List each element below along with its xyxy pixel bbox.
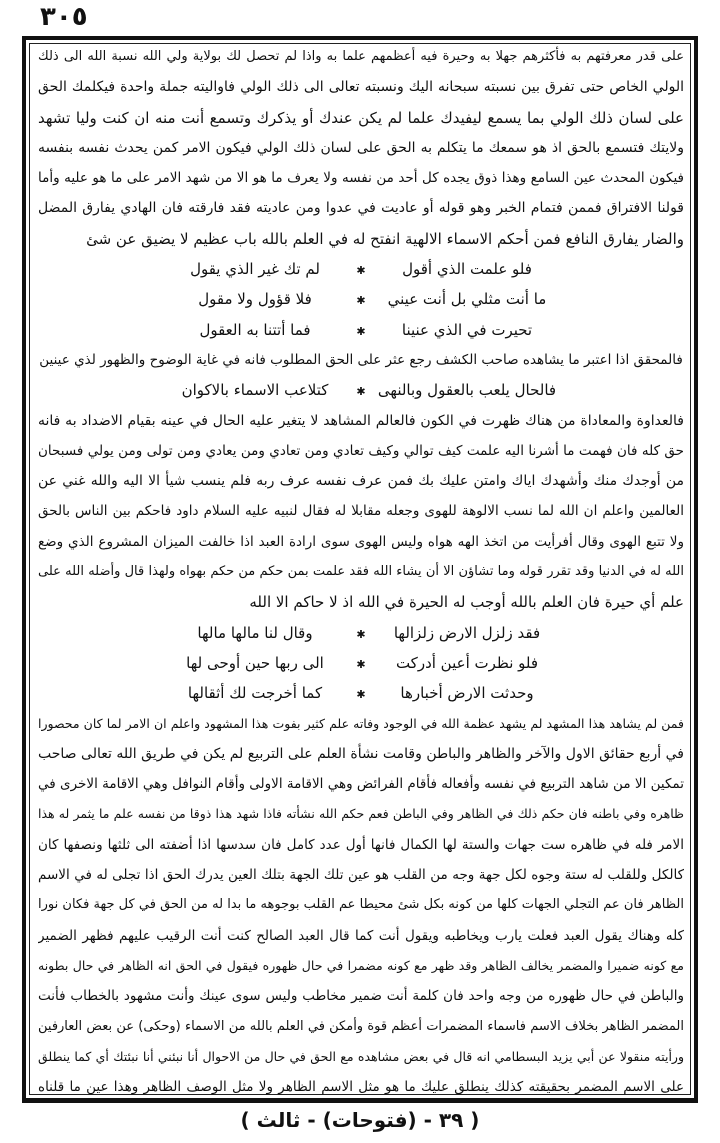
text-line: العالمين واعلم ان الله لما نسب الالوهة للهوى وجعله مقابلا له فقال لنبيه عليه السلام داود فاحكم بين الناس بالحق: [38, 503, 684, 520]
text-line: علم أي حيرة فان العلم بالله أوجب له الحيرة في الله اذ لا حاكم الا الله: [249, 593, 684, 612]
verse-line: [38, 254, 684, 284]
verse-first-hemistich: ما أنت مثلي بل أنت عيني: [387, 290, 547, 309]
text-line: من أوجدك منك وأشهدك اياك وامتن عليك بك فمن عرف نفسه عرف ربه فلم ينسب شيأ الا اليه والله غني عن: [38, 473, 684, 490]
text-line: ظاهره وفي باطنه فان حكم ذلك في الظاهر وفي الباطن فعم حكم الله نشأته فاذا شهد هذا ذوقا من نفسه علم ما يثمر له هذا: [38, 806, 684, 822]
text-line: تمكين الا من شاهد التربيع في نفسه وأفعاله فأقام الفرائض وهي الاقامة الاولى وأقام النوافل وهي الاقامة الاخرى في: [38, 776, 684, 793]
text-line: حق كله فان فهمت ما أشرنا اليه علمت كيف توالي وكيف تعادي ومن تعادي ومن يعادي ومن تولى ومن يولي فسبحان: [38, 442, 684, 459]
verse-line: [38, 315, 684, 345]
text-line: ولا تتبع الهوى وقال أفرأيت من اتخذ الهه هواه وليس الهوى سوى ارادة العبد اذا خالفت الميزان المشروع الذي وضع: [38, 533, 684, 550]
verse-second-hemistich: فلا قؤول ولا مقول: [198, 290, 312, 309]
verse-line: [38, 618, 684, 648]
text-line: على لسان ذلك الولي بما يسمع ليفيدك علما لم يكن عندك أو يذكرك وتسمع أنت منه ان كنت وليا تشهد: [38, 108, 684, 127]
text-line: في أربع حقائق الاول والآخر والظاهر والباطن وقامت نشأة العلم على التربيع لم يكن في طريق الله تعالى صاحب: [38, 745, 684, 762]
star-separator-icon: ✱: [356, 264, 366, 278]
verse-first-hemistich: فلو علمت الذي أقول: [402, 260, 532, 279]
verse-first-hemistich: فالحال يلعب بالعقول وبالنهى: [377, 381, 557, 400]
text-line: كله وهناك يقول العبد فعلت يارب ويخاطبه ويقول أنت كما قال العبد الصالح كنت أنت الرقيب عليهم فظهر الضمير: [38, 927, 684, 944]
text-line: على الاسم المضمر بحقيقته كذلك ينطلق عليك ما هو مثل الاسم الظاهر ولا مثل الوصف الظاهر وهذا عين ما قلناه: [38, 1079, 684, 1096]
text-line: الولي الخاص حتى تفرق بين نسبته سبحانه اليك ونسبته تعالى الى ذلك الولي فاواليته جملة واحدة فيكلمك الحق: [38, 79, 684, 96]
star-separator-icon: ✱: [356, 657, 366, 671]
verse-first-hemistich: وحدثت الارض أخبارها: [400, 684, 534, 703]
text-line: مع كونه ضميرا والمضمر يخالف الظاهر وقد ظهر مع كونه مضمرا في حال ظهوره فيقول في الحق انه الظاهر في حال بطونه: [38, 957, 684, 973]
star-separator-icon: ✱: [356, 324, 366, 338]
text-line: فالعداوة والمعاداة من هناك ظهرت في الكون فالعالم المشاهد لا يتغير عليه الحال في عينه بقيام الاضداد به فانه: [38, 412, 684, 429]
verse-line: [38, 284, 684, 314]
text-line: ورأيته منقولا عن أبي يزيد البسطامي انه قال في بعض مشاهده مع الحق في حال من الاحوال أنا نبئني أنا نبئتك أي كما ينطلق: [38, 1048, 684, 1064]
text-line: فيكون المحدث عين السامع وهذا ذوق يجده كل أحد من نفسه ولا يعرف ما هو الا من شهد الامر على ما هو عليه وأما: [38, 170, 684, 187]
text-line: على قدر معرفتهم به فأكثرهم جهلا به وحيرة فيه أعظمهم علما به واذا لم تحصل لك بولاية ولي الله نسبة الله الى ذلك: [38, 49, 684, 64]
text-line: المضمر الظاهر بخلاف الاسم فاسماء المضمرات أعظم قوة وأمكن في العلم بالله من الاسماء (وحكى) عن بعض العارفين: [38, 1018, 684, 1034]
verse-first-hemistich: فقد زلزل الارض زلزالها: [393, 623, 541, 642]
text-line: الظاهر فان عم التجلي الجهات كلها من كونه بكل شئ محيطا عم القلب بوجوهه ما بدا له من الحق في كل جهة فكان نورا: [38, 897, 684, 913]
verse-line: [38, 648, 684, 678]
verse-second-hemistich: الى ربها حين أوحى لها: [186, 653, 324, 672]
verse-second-hemistich: لم تك غير الذي يقول: [190, 260, 320, 279]
star-separator-icon: ✱: [356, 627, 366, 641]
star-separator-icon: ✱: [356, 294, 366, 308]
verse-second-hemistich: فما أتتنا به العقول: [199, 320, 311, 339]
text-line: والباطن في حال ظهوره من وجه واحد فان كلمة أنت ضمير مخاطب وليس سوى عينك وأنت مشهود بالخطاب فأنت: [38, 988, 684, 1005]
verse-line: [38, 375, 684, 405]
verse-line: [38, 678, 684, 708]
text-line: الامر فله في ظاهره ست جهات والستة لها الكمال فانها أول عدد كامل فان سدسها اذا أضفته الى ثلثها ونصفها كان: [38, 836, 684, 853]
text-line: كالكل وللقلب له ستة وجوه لكل جهة وجه من القلب هو عين تلك الجهة بتلك العين يدرك الحق اذا تجلى له في الاسم: [38, 867, 684, 884]
verse-first-hemistich: فلو نظرت أعين أدركت: [395, 653, 539, 672]
verse-first-hemistich: تحيرت في الذي عنينا: [401, 320, 533, 339]
star-separator-icon: ✱: [356, 688, 366, 702]
page-footer: ( ٣٩ - (فتوحات) - ثالث ): [240, 1108, 480, 1132]
text-line: الله له في الدنيا وقد تقرر قوله وما تشاؤن الا أن يشاء الله فقد علمت بمن حكم من حكم بهواه ولهذا قال وأضله الله على: [38, 564, 684, 580]
page-number: ٣٠٥: [40, 2, 88, 32]
text-line: والضار يفارق النافع فمن أحكم الاسماء الالهية انفتح له في العلم بالله باب عظيم لا يضيق عن شئ: [86, 229, 684, 248]
text-line: فمن لم يشاهد هذا المشهد لم يشهد عظمة الله في الوجود وفاته علم كثير بفوت هذا المشهود واعلم ان الامر لما كان محصورا: [38, 715, 684, 731]
verse-second-hemistich: كما أخرجت لك أثقالها: [187, 684, 323, 703]
star-separator-icon: ✱: [356, 385, 366, 399]
text-line: ولايتك فتسمع بالحق اذ هو سمعك ما يتكلم به الحق على لسان ذلك الولي فيكون الامر كمن يحدث نفسه بنفسه: [38, 139, 684, 156]
text-line: قولنا الافتراق فممن فتمام الخبر وهو قوله أو عاديت في عدوا ومن عاديته فقد فارقته فان الهادي يفارق المضل: [38, 200, 684, 217]
text-line: فالمحقق اذا اعتبر ما يشاهده صاحب الكشف رجع عثر على الحق المطلوب فانه في غاية الوضوح والظهور لذي عينين: [39, 351, 683, 368]
verse-second-hemistich: وقال لنا مالها مالها: [197, 623, 313, 642]
body-text: [38, 42, 684, 1102]
verse-second-hemistich: كتلاعب الاسماء بالاكوان: [181, 381, 329, 400]
text-frame: [22, 36, 698, 1103]
